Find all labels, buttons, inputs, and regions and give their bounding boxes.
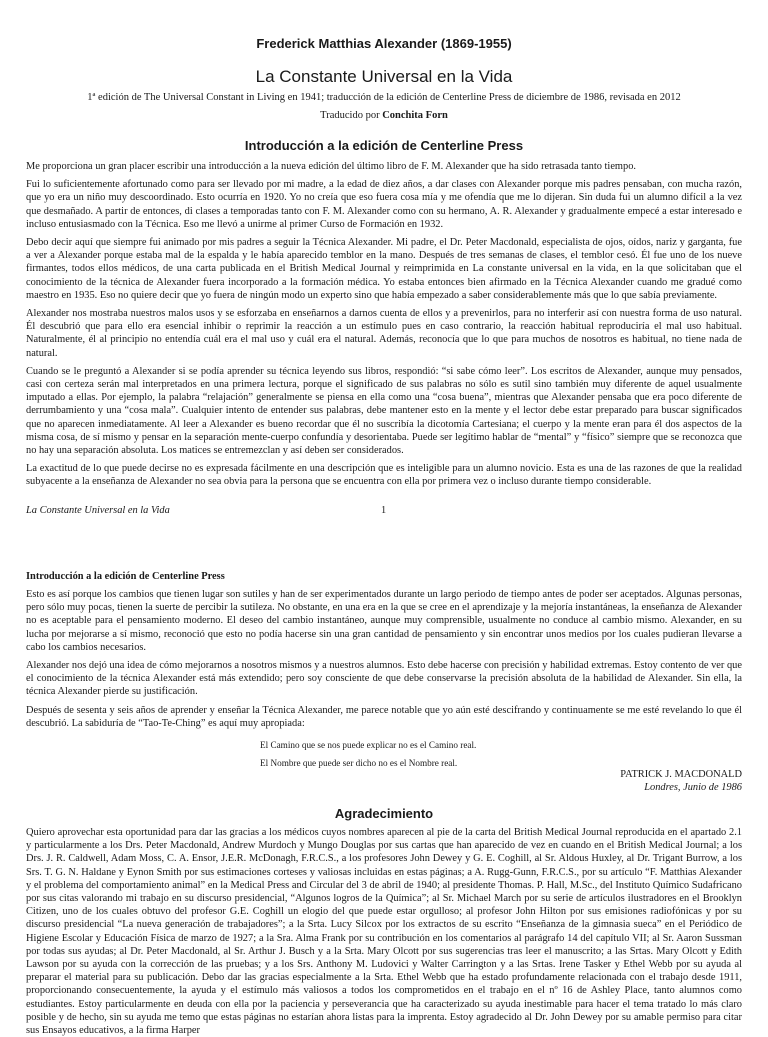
intro-paragraph: Fui lo suficientemente afortunado como para ser llevado por mi madre, a la edad de diez años, a dar clases con Alexander porque mis padres pensaban, con mucha razón, que yo era un niño muy descoordinado. Esto ocurría en 1920. Yo no creía que eso fuera cosa mía y me ofendía que me lo dijeran. Sin duda fui un alumno difícil a la vez que desmañado. A partir de entonces, di clases a temporadas tanto con F. M. Alexander como con su hermano, A. R. Alexander y gradualmente empecé a estar interesado e incluso entusiasmado con la Técnica. Eso me llevó a unirme al primer Curso de Formación en 1932. xyxy=(26,179,742,230)
edition-note: 1ª edición de The Universal Constant in Living en 1941; traducción de la edición de Centerline Press de diciembre de 1986, revisada en 2012 xyxy=(87,92,681,103)
page-number: 1 xyxy=(381,505,387,516)
page-footer xyxy=(26,505,742,516)
intro-paragraph: Me proporciona un gran placer escribir una introducción a la nueva edición del último libro de F. M. Alexander que ha sido retrasada tanto tiempo. xyxy=(26,161,637,172)
book-title: La Constante Universal en la Vida xyxy=(255,67,513,86)
intro-body xyxy=(26,160,742,489)
acknowledgements-paragraph: Quiero aprovechar esta oportunidad para dar las gracias a los médicos cuyos nombres aparecen al pie de la carta del British Medical Journal reproducida en el apartado 2.1 y particularmente a los Drs. Peter Macdonald, Andrew Murdoch y Mungo Douglas por sus cartas que han aparecido de vez en cuando en el British Medical Journal; a los Drs. J. R. Caldwell, Adam Moss, C. A. Ensor, J.E.R. McDonagh, F.R.C.S., a los profesores John Dewey y G. E. Coghill, al Sr. Aldous Huxley, al Dr. Trigant Burrow, a los Srs. T. G. N. Haldane y Eynon Smith por sus estimaciones corteses y valiosas incluidas en estas páginas; a A. Rugg-Gunn, F.R.C.S., por su artículo “F. Matthias Alexander y el problema del comportamiento animal” en la Medical Press and Circular del 3 de abril de 1940; al presidente Thomas. P. Hall, M.Sc., del Instituto Químico Sudafricano por sus citas valorando mi trabajo en su discurso presidencial, “Algunos logros de la Química”; al Sr. Michael March por su serie de artículos ilustradores en el Brooklyn Citizen, uno de los cuales obtuvo del profesor G.E. Coghill un elogio del que puede estar orgulloso; al profesor John Hilton por sus emisiones radiofónicas y por su discurso presidencial “La nueva generación de trabajadores”; a la Srta. Lucy Silcox por los extractos de su escrito “Enseñanza de la gimnasia sueca” en el Periódico de Higiene Escolar y Educación Física de marzo de 1927; a la Sra. Alma Frank por su contribución en los comentarios al parágrafo 14 del capítulo VII; al Sr. Aaron Sussman por todas sus ayudas; al Dr. Peter Macdonald, al Sr. Arthur J. Busch y a la Srta. Mary Olcott por sus sugerencias tras leer el manuscrito; a las Srtas. Mary Olcott y Edith Lawson por su ayuda con la corrección de las pruebas; y a los Srs. Anthony M. Ludovici y Walter Carrington y a las Srtas. Irene Tasker y Ethel Webb por su ayuda al preparar el material para su publicación. Debo dar las gracias especialmente a la Srta. Ethel Webb que ha estado profundamente relacionada con el trabajo desde 1911, proporcionando consecuentemente, la ayuda y el estímulo más valiosos a todos los comprometidos en el trabajo en el nº 16 de Ashley Place, tanto alumnos como estudiantes. Estoy particularmente en deuda con ella por la paciencia y perseverancia que ha caracterizado su ayuda inestimable para hacer el tema tratado lo más claro posible y de hecho, sin su ayuda me temo que estas páginas no estarían ahora listas para la imprenta. Estoy agradecido al Dr. John Dewey por su amable permiso para citar sus Ensayos educativos, a la firma Harper xyxy=(26,827,742,1037)
translator-name: Conchita Forn xyxy=(382,110,448,121)
tao-quote-line: El Nombre que puede ser dicho no es el Nombre real. xyxy=(260,758,458,768)
tao-quote-line: El Camino que se nos puede explicar no es el Camino real. xyxy=(260,740,477,750)
running-header: Introducción a la edición de Centerline Press xyxy=(26,571,225,582)
intro-paragraph: Cuando se le preguntó a Alexander si se podía aprender su técnica leyendo sus libros, respondió: “si sabe cómo leer”. Los escritos de Alexander, aunque muy pensados, casi con certeza serán mal interpretados en una primera lectura, porque el significado de sus palabras no sólo es sutil sino también muy diferente de aquel usualmente imputado a ellas. Por ejemplo, la palabra “relajación” generalmente se piensa en ella como una “cosa buena”, mientras que Alexander pensaba que era poco diferente de derrumbamiento y una “cosa mala”. Cualquier intento de entender sus palabras, debe mantener esto en la mente y el lector debe estar preparado para buscar significados que no aparecen inmediatamente. Al leer a Alexander es bueno recordar que él no suscribía la dicotomía Cartesiana; el cuerpo y la mente eran para él dos aspectos de la misma cosa, de sí mismo y pensar en la separación mente-cuerpo confundía y desorientaba. Puede ser legítimo hablar de “mental” y “físico” siempre que se reconozca que no hay una separación absoluta. Los matices se entremezclan y así deben ser considerados. xyxy=(26,365,742,457)
footer-book-title: La Constante Universal en la Vida xyxy=(26,505,170,516)
intro-paragraph: La exactitud de lo que puede decirse no es expresada fácilmente en una descripción que es inteligible para un alumno novicio. Esta es una de las razones de que la realidad subyacente a la enseñanza de Alexander no sea obvia para la persona que se encuentra con ella por primera vez o incluso durante tiempo considerable. xyxy=(26,463,742,488)
page2-body xyxy=(26,588,742,730)
page2-paragraph: Esto es así porque los cambios que tienen lugar son sutiles y han de ser experimentados durante un largo periodo de tiempo antes de poder ser aceptados. Algunas personas, pero sólo muy pocas, tienen la suerte de percibir la sutileza. No obstante, en una era en la que se cree en el aprendizaje y la mejoría instantáneas, la enseñanza de Alexander no es aceptable para el pensamiento moderno. El deseo del cambio instantáneo, aunque muy comprensible, usualmente no conduce al cambio mismo. Alexander, en su lucha por mejorarse a sí mismo, reconoció que esto no podía hacerse sin una gran cantidad de pensamiento y sin encontrar unos medios por los cuales pudieran llevarse a cabo los cambios necesarios. xyxy=(26,589,742,653)
author-heading: Frederick Matthias Alexander (1869-1955) xyxy=(256,36,512,51)
intro-paragraph: Debo decir aquí que siempre fui animado por mis padres a seguir la Técnica Alexander. Mi padre, el Dr. Peter Macdonald, especialista de ojos, oídos, nariz y garganta, fue a ver a Alexander porque estaba mal de la espalda y le había aparecido temblor en la mano. Después de tres semanas de clases, el temblor cesó. Él fue uno de los nueve firmantes, todos ellos médicos, de una carta publicada en el British Medical Journal y reimprimida en La constante universal en la vida, en la que solicitaban que el conocimiento de la técnica de Alexander fuera incorporado a la formación médica. Yo estaba entonces bien afirmado en la Técnica Alexander cuando me gradué como maestro en 1935. Eso no quiere decir que yo fuera de ningún modo un experto sino que había empezado a saber considerablemente más que lo que sabía previamente. xyxy=(26,237,742,301)
intro-paragraph: Alexander nos mostraba nuestros malos usos y se esforzaba en enseñarnos a darnos cuenta de ellos y a prevenirlos, para no interferir así con nuestra forma de uso natural. Él descubrió que para ello era esencial inhibir o reprimir la reacción a un estímulo pues en caso contrario, la reacción habitual reproduciría el mal uso habitual. Naturalmente, él al principio no entendía cuál era el mal uso y cuál era el natural. Además, reconocía que lo que para muchos de nosotros es habitual, no tiene nada de natural. xyxy=(26,308,742,359)
intro-heading: Introducción a la edición de Centerline Press xyxy=(244,138,524,153)
signature-name: PATRICK J. MACDONALD xyxy=(620,769,742,780)
acknowledgements-heading: Agradecimiento xyxy=(334,806,434,821)
translator-line xyxy=(26,110,742,121)
page2-paragraph: Alexander nos dejó una idea de cómo mejorarnos a nosotros mismos y a nuestros alumnos. Esto debe hacerse con precisión y habilidad extremas. Estoy contento de ver que el conocimiento de la técnica Alexander está más extendido; pero soy consciente de que debe conservarse la precisión absoluta de la habilidad de Alexander. Sin ella, la técnica Alexander pierde su justificación. xyxy=(26,660,742,698)
acknowledgements-body xyxy=(26,826,742,1037)
signature-place: Londres, Junio de 1986 xyxy=(644,782,742,793)
page2-paragraph: Después de sesenta y seis años de aprender y enseñar la Técnica Alexander, me parece notable que yo aún esté descifrando y continuamente se me esté revelando lo que él descubrió. La sabiduría de “Tao-Te-Ching” es aquí muy apropiada: xyxy=(26,704,742,729)
translator-label: Traducido por xyxy=(320,110,380,121)
